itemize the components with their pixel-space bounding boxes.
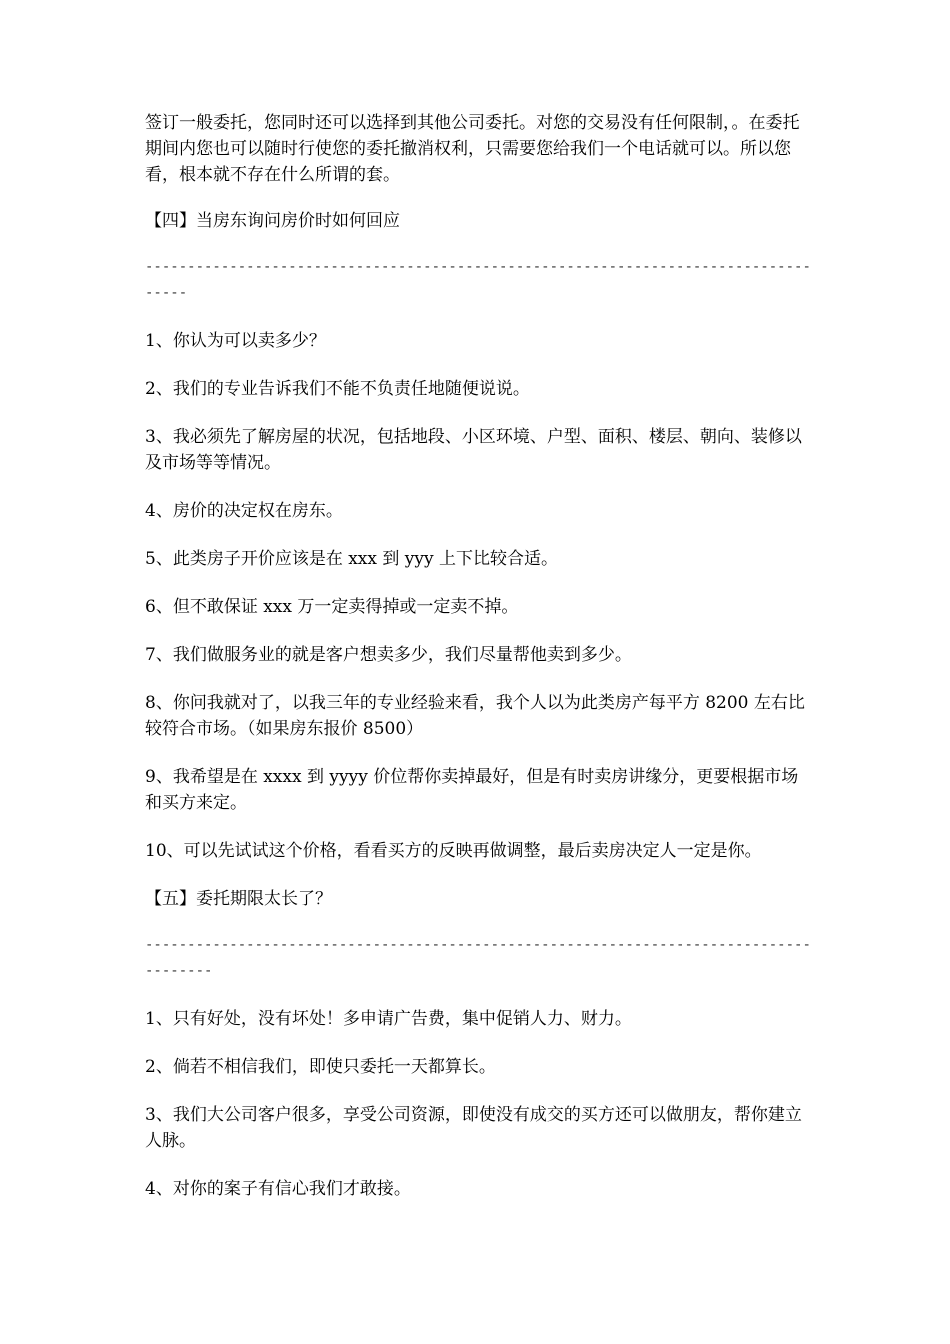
section-4-item-1: 1、你认为可以卖多少？ (145, 331, 326, 351)
section-5-title: 【五】委托期限太长了？ (145, 889, 332, 909)
section-4-item-10: 10、可以先试试这个价格，看看买方的反映再做调整，最后卖房决定人一定是你。 (145, 841, 762, 861)
section-4-title: 【四】当房东询问房价时如何回应 (145, 211, 400, 231)
intro-paragraph: 签订一般委托，您同时还可以选择到其他公司委托。对您的交易没有任何限制，。在委托期间内您也可以随时行使您的委托撤消权利，只需要您给我们一个电话就可以。所以您看，根本就不存在什么所谓的套。 (145, 113, 800, 185)
section-4-item-6: 6、但不敢保证 xxx 万一定卖得掉或一定卖不掉。 (145, 597, 519, 617)
section-5-item-2: 2、倘若不相信我们，即使只委托一天都算长。 (145, 1057, 496, 1077)
section-4-item-9: 9、我希望是在 xxxx 到 yyyy 价位帮你卖掉最好，但是有时卖房讲缘分，更要根据市场和买方来定。 (145, 767, 799, 813)
section-5-item-4: 4、对你的案子有信心我们才敢接。 (145, 1179, 411, 1199)
section-4-item-4: 4、房价的决定权在房东。 (145, 501, 343, 521)
section-4-item-3: 3、我必须先了解房屋的状况，包括地段、小区环境、户型、面积、楼层、朝向、装修以及市场等等情况。 (145, 427, 802, 473)
section-4-divider: ------------------------------------------------------------------------------------ (145, 259, 811, 301)
section-5-divider: --------------------------------------------------------------------------------------- (145, 937, 811, 979)
section-4-item-7: 7、我们做服务业的就是客户想卖多少，我们尽量帮他卖到多少。 (145, 645, 632, 665)
section-4-item-2: 2、我们的专业告诉我们不能不负责任地随便说说。 (145, 379, 530, 399)
section-4-item-5: 5、此类房子开价应该是在 xxx 到 yyy 上下比较合适。 (145, 549, 559, 569)
section-5-item-3: 3、我们大公司客户很多，享受公司资源，即使没有成交的买方还可以做朋友，帮你建立人脉。 (145, 1105, 802, 1151)
section-5-item-1: 1、只有好处，没有坏处！多申请广告费，集中促销人力、财力。 (145, 1009, 632, 1029)
document-page (145, 110, 815, 1202)
section-4-item-8: 8、你问我就对了，以我三年的专业经验来看，我个人以为此类房产每平方 8200 左右比较符合市场。（如果房东报价 8500） (145, 693, 805, 739)
